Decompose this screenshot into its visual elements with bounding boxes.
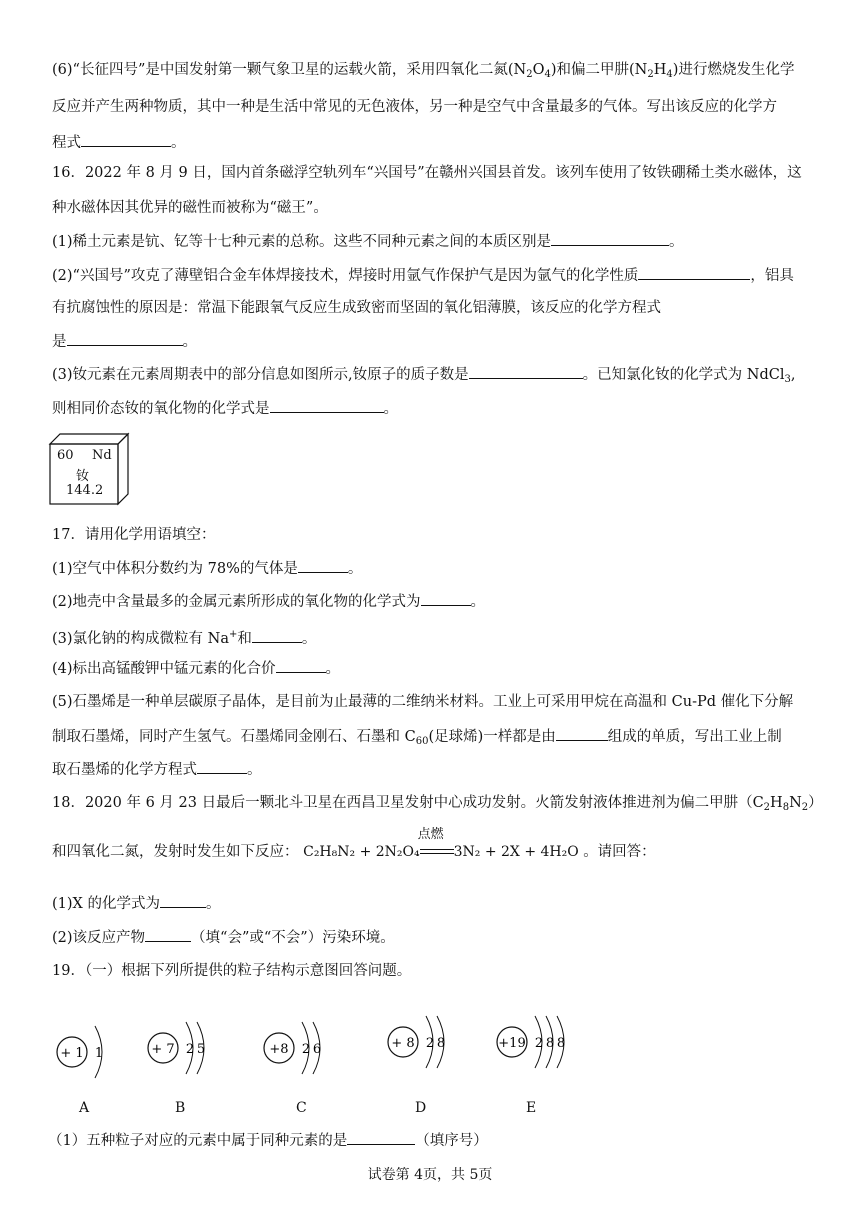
answer-blank[interactable]: [638, 265, 750, 280]
answer-blank[interactable]: [421, 591, 471, 606]
atom-diagram: [388, 1016, 445, 1068]
reaction-equals-sign: [420, 849, 454, 854]
q17-p5c: 取石墨烯的化学方程式 。: [52, 759, 262, 780]
q18-p2: (2)该反应产物 （填“会”或“不会”）污染环境。: [52, 927, 395, 948]
answer-blank[interactable]: [551, 231, 669, 246]
answer-blank[interactable]: [160, 893, 206, 908]
electron-count: 8: [556, 1036, 566, 1051]
atom-diagram: [497, 1016, 565, 1068]
answer-blank[interactable]: [298, 558, 348, 573]
q19-p1: （1）五种粒子对应的元素中属于同种元素的是 （填序号）: [48, 1130, 488, 1151]
electron-count: 8: [436, 1036, 446, 1051]
q16-p1: (1)稀土元素是钪、钇等十七种元素的总称。这些不同种元素之间的本质区别是 。: [52, 231, 684, 252]
q15-6-line2: 反应并产生两种物质，其中一种是生活中常见的无色液体，另一种是空气中含量最多的气体。写出该反应的化学方: [52, 99, 777, 115]
electron-count: 2: [534, 1036, 544, 1051]
nucleus-charge: +8: [269, 1042, 289, 1057]
element-card: [48, 432, 132, 506]
electron-count: 6: [312, 1042, 322, 1057]
q16-line2: 种水磁体因其优异的磁性而被称为“磁王”。: [52, 200, 328, 216]
answer-blank[interactable]: [347, 1130, 415, 1145]
q17-p4: (4)标出高锰酸钾中锰元素的化合价 。: [52, 658, 340, 679]
nucleus-charge: + 8: [391, 1036, 415, 1051]
electron-count: 2: [185, 1042, 195, 1057]
answer-blank[interactable]: [197, 759, 247, 774]
atom-label-e: E: [526, 1100, 537, 1116]
q18-line2: 和四氧化二氮，发射时发生如下反应： C₂H₈N₂ + 2N₂O₄ 点燃 3N₂ + 2X + 4H₂O 。请回答：: [52, 827, 656, 860]
answer-blank[interactable]: [556, 726, 608, 741]
answer-blank[interactable]: [81, 132, 171, 147]
answer-blank[interactable]: [145, 927, 191, 942]
atom-diagram: [264, 1022, 321, 1074]
atom-label-a: A: [79, 1100, 90, 1116]
nucleus-charge: +19: [498, 1036, 526, 1051]
element-symbol: Nd: [92, 448, 112, 463]
q19-title: 19．（一）根据下列所提供的粒子结构示意图回答问题。: [52, 963, 412, 979]
q16-p3a: (3)钕元素在元素周期表中的部分信息如图所示,钕原子的质子数是 。已知氯化钕的化学式为 NdCl$_3$,: [52, 364, 795, 390]
atom-label-c: C: [296, 1100, 307, 1116]
nucleus-charge: + 1: [60, 1046, 84, 1061]
q17-title: 17．请用化学用语填空：: [52, 527, 216, 543]
q15-6-line3: 程式 。: [52, 132, 186, 153]
answer-blank[interactable]: [67, 331, 183, 346]
q16-p3b: 则相同价态钕的氧化物的化学式是 。: [52, 398, 398, 419]
answer-blank[interactable]: [270, 398, 384, 413]
page-footer: 试卷第 4页，共 5页: [367, 1167, 493, 1183]
answer-blank[interactable]: [252, 628, 302, 643]
atom-diagram: [57, 1026, 103, 1078]
element-mass: 144.2: [66, 483, 104, 498]
electron-count: 1: [94, 1046, 104, 1061]
q15-6-line1: (6)“长征四号”是中国发射第一颗气象卫星的运载火箭，采用四氧化二氮$(N_2O_4)$和偏二甲肼$(N_2H_4)$进行燃烧发生化学: [52, 62, 795, 80]
q16-line1: 16．2022 年 8 月 9 日，国内首条磁浮空轨列车“兴国号”在赣州兴国县首发。该列车使用了钕铁硼稀土类水磁体，这: [52, 165, 802, 181]
atom-diagram: [148, 1022, 205, 1074]
element-number: 60: [57, 448, 74, 463]
q16-p2c: 是 。: [52, 331, 197, 352]
q17-p1: (1)空气中体积分数约为 78%的气体是 。: [52, 558, 362, 579]
q18-line1: 18．2020 年 6 月 23 日最后一颗北斗卫星在西昌卫星发射中心成功发射。火箭发射液体推进剂为偏二甲肼$(C_2H_8N_2)$: [52, 795, 823, 813]
atom-label-b: B: [175, 1100, 186, 1116]
element-name: 钕: [76, 469, 90, 484]
electron-count: 5: [196, 1042, 206, 1057]
answer-blank[interactable]: [469, 364, 583, 379]
q16-p2a: (2)“兴国号”攻克了薄壁铝合金车体焊接技术，焊接时用氩气作保护气是因为氩气的化学性质 ，铝具: [52, 265, 794, 286]
reaction-condition: 点燃: [417, 827, 444, 842]
q17-p2: (2)地壳中含量最多的金属元素所形成的氧化物的化学式为 。: [52, 591, 485, 612]
electron-count: 2: [301, 1042, 311, 1057]
q17-p3: (3)氯化钠的构成微粒有 Na+和 。: [52, 629, 317, 647]
answer-blank[interactable]: [276, 658, 326, 673]
nucleus-charge: + 7: [151, 1042, 175, 1057]
atom-label-d: D: [415, 1100, 427, 1116]
atom-structure-diagrams: [0, 1012, 860, 1092]
reaction-equation: C₂H₈N₂ + 2N₂O₄ 点燃 3N₂ + 2X + 4H₂O: [303, 827, 579, 860]
q17-p5b: 制取石墨烯，同时产生氢气。石墨烯同金刚石、石墨和 $C_{60}$(足球烯)一样都是由 组成的单质，写出工业上制: [52, 726, 782, 752]
electron-count: 2: [425, 1036, 435, 1051]
q17-p5a: (5)石墨烯是一种单层碳原子晶体，是目前为止最薄的二维纳米材料。工业上可采用甲烷在高温和 Cu-Pd 催化下分解: [52, 694, 794, 710]
q16-p2b: 有抗腐蚀性的原因是：常温下能跟氧气反应生成致密而坚固的氧化铝薄膜，该反应的化学方程式: [52, 300, 661, 316]
electron-count: 8: [545, 1036, 555, 1051]
q18-p1: (1)X 的化学式为 。: [52, 893, 220, 914]
